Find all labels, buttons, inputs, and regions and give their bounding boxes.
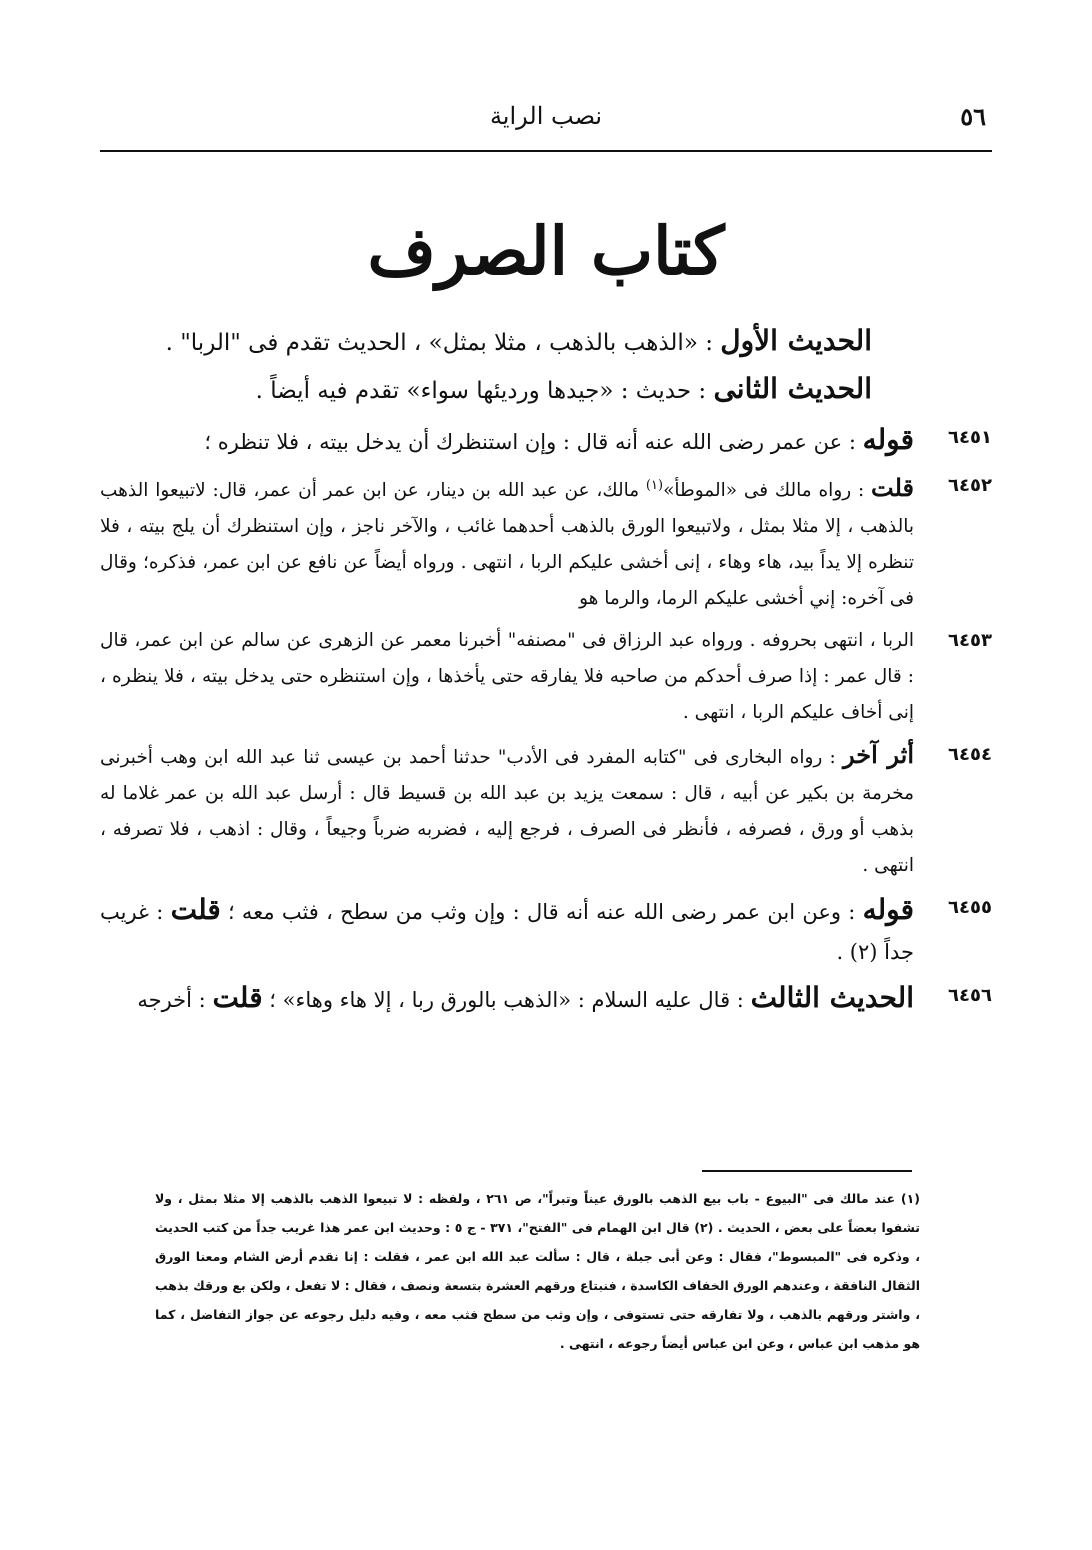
entry-body [100, 890, 914, 972]
intro-line [100, 366, 992, 414]
entry-lead: قلت [212, 981, 263, 1015]
hadith-text: : حديث : «جيدها ورديئها سواء» تقدم فيه أيضاً . [255, 378, 707, 404]
main-text [100, 318, 992, 1020]
intro-line [100, 318, 992, 366]
entry-text: الربا ، انتهى بحروفه . ورواه عبد الرزاق فى "مصنفه" أخبرنا معمر عن الزهرى عن سالم عن ابن عمر، قال : قال عمر : إذا صرف أحدكم من صاحبه فلا يفارقه حتى يأخذها ، وإن استنظره حتى يدخل بيته ، فلا ينظره ، إنى أخاف عليكم الربا ، انتهى . [100, 630, 914, 724]
entry-lead: قوله [862, 423, 914, 456]
footnote-marker: (١) [645, 478, 664, 493]
page-header [100, 98, 992, 148]
entry-6455 [100, 890, 992, 972]
entry-body [100, 468, 914, 617]
entry-lead: قوله [862, 893, 914, 927]
entry-number: ٦٤٥٥ [948, 897, 992, 919]
header-divider [100, 150, 992, 152]
hadith-label: الحديث الثانى [713, 372, 872, 405]
entry-lead: الحديث الثالث [750, 981, 914, 1015]
entry-text: : وعن ابن عمر رضى الله عنه أنه قال : وإن وثب من سطح ، فثب معه ؛ [228, 900, 856, 925]
entry-6456 [100, 978, 992, 1020]
entry-lead: أثر آخر [842, 740, 914, 770]
entry-text: : عن عمر رضى الله عنه أنه قال : وإن استنظرك أن يدخل بيته ، فلا تنظره ؛ [204, 430, 856, 454]
entry-lead: قلت [170, 893, 221, 927]
entry-body [100, 623, 914, 731]
entry-6451 [100, 420, 992, 462]
hadith-text: : «الذهب بالذهب ، مثلا بمثل» ، الحديث تقدم فى "الربا" . [165, 330, 713, 356]
entry-text: : رواه مالك فى «الموطأ» [663, 480, 865, 502]
entry-number: ٦٤٥٤ [948, 744, 992, 766]
chapter-title: كتاب الصرف [367, 212, 725, 290]
entry-text: : غريب جداً (٢) . [100, 900, 914, 965]
entry-number: ٦٤٥٢ [948, 475, 992, 496]
footnotes: (١) عند مالك فى "البيوع - باب بيع الذهب بالورق عيناً وتبراً"، ص ٢٦١ ، ولفظه : لا تبيعوا الذهب بالذهب إلا مثلا بمثل ، ولا تشفوا بعضاً على بعض ، الحديث . (٢) قال ابن الهمام فى "الفتح"، ٣٧١ - ج ٥ : وحديث ابن عمر هذا غريب جداً من كتب الحديث ، وذكره فى "المبسوط"، فقال : وعن أبى جبلة ، قال : سألت عبد الله ابن عمر ، فقلت : إنا نقدم أرض الشام ومعنا الورق الثقال النافقة ، وعندهم الورق الخفاف الكاسدة ، فنبتاع ورقهم العشرة بتسعة ونصف ، فقال : لا تفعل ، ولكن بع ورقك بذهب ، واشتر ورقهم بالذهب ، ولا تفارقه حتى تستوفى ، وإن وثب من سطح فثب معه ، وفيه دليل رجوعه عن جواز التفاضل ، كما هو مذهب ابن عباس ، وعن ابن عباس أيضاً رجوعه ، انتهى . [155, 1191, 920, 1351]
entry-6454 [100, 737, 992, 884]
entry-body [100, 978, 914, 1020]
hadith-label: الحديث الأول [720, 324, 872, 357]
entry-text: : رواه البخارى فى "كتابه المفرد فى الأدب" حدثنا أحمد بن عيسى ثنا عبد الله ابن وهب أخبرنى مخرمة بن بكير عن أبيه ، قال : سمعت يزيد بن عبد الله بن قسيط قال : أرسل عبد الله بن عمر غلاما له بذهب أو ورق ، فصرفه ، فأنظر فى الصرف ، فرجع إليه ، فضربه ضرباً وجيعاً ، وقال : اذهب ، فلا تصرفه ، انتهى . [100, 747, 914, 877]
entry-text: : أخرجه [137, 988, 206, 1013]
entry-body [100, 420, 914, 462]
running-title: نصب الراية [489, 102, 603, 130]
footnote-divider [702, 1170, 912, 1172]
entry-6453 [100, 623, 992, 731]
entry-number: ٦٤٥٦ [948, 985, 992, 1007]
entry-text: : قال عليه السلام : «الذهب بالورق ربا ، إلا هاء وهاء» ؛ [269, 988, 744, 1013]
entry-number: ٦٤٥١ [948, 427, 992, 448]
entry-lead: قلت [871, 473, 914, 503]
page-number: ٥٦ [960, 102, 986, 131]
entry-text: مالك، عن عبد الله بن دينار، عن ابن عمر أن عمر، قال: لاتبيعوا الذهب بالذهب ، إلا مثلا بمثل ، ولاتبيعوا الورق بالذهب أحدهما غائب ، والآخر ناجز ، وإن استنظرك أن يلج بيته ، فلا تنظره إلا يداً بيد، هاء وهاء ، إنى أخشى عليكم الربا ، انتهى . ورواه أيضاً عن نافع عن ابن عمر، فذكره؛ وقال فى آخره: إني أخشى عليكم الرما، والرما هو [100, 480, 914, 610]
entry-number: ٦٤٥٣ [948, 630, 992, 652]
entry-body [100, 737, 914, 884]
entry-6452 [100, 468, 992, 617]
